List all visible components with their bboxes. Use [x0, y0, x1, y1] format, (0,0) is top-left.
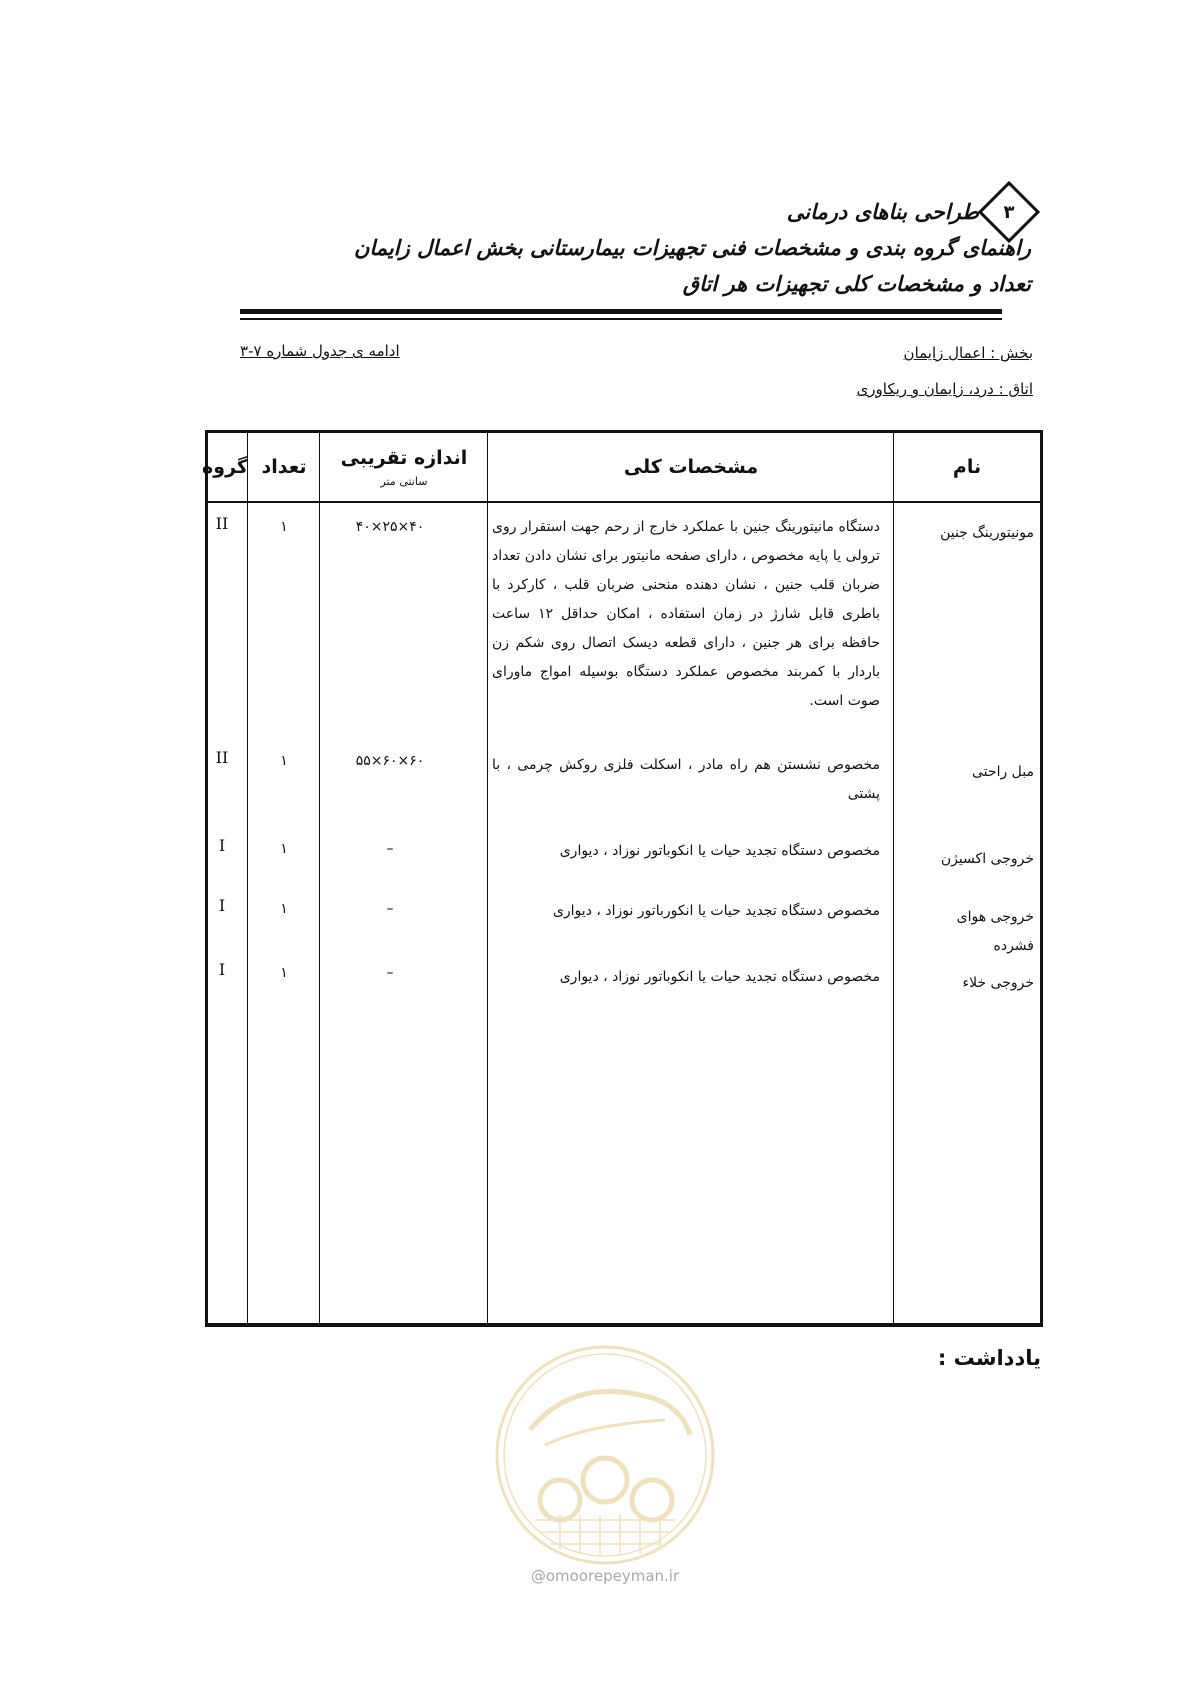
column-header-size: اندازه تقریبی سانتی متر [340, 446, 468, 488]
document-subtitle-2: تعداد و مشخصات کلی تجهیزات هر اتاق [682, 272, 1031, 296]
document-subtitle: راهنمای گروه بندی و مشخصات فنی تجهیزات بیمارستانی بخش اعمال زایمان [353, 236, 1031, 260]
table-row-group: I [218, 960, 226, 979]
table-row-size: ۶۰×۶۰×۵۵ [355, 753, 425, 769]
table-row-spec: مخصوص دستگاه تجدید حیات یا انکوباتور نوزاد ، دیواری [559, 843, 880, 859]
table-row-size: – [386, 841, 394, 857]
column-divider [247, 433, 249, 1323]
table-row-count: ۱ [280, 519, 288, 535]
column-header-count: تعداد [261, 456, 307, 478]
table-row-group: I [218, 836, 226, 855]
header-rule-thin [240, 318, 1002, 320]
column-divider [487, 433, 489, 1323]
table-row-spec: دستگاه مانیتورینگ جنین با عملکرد خارج از رحم جهت استقرار روی ترولی یا پایه مخصوص ، دارای صفحه مانیتور برای نشان دادن تعداد ضربان قلب جنین ، نشان دهنده منحنی ضربان قلب ، کارکرد با باطری قابل شارژ در زمان استفاده ، امکان حداقل ۱۲ ساعت حافظه برای هر جنین ، دارای قطعه دیسک اتصال روی شکم زن باردار با کمربند مخصوص عملکرد دستگاه بوسیله امواج ماورای صوت است. [492, 519, 880, 709]
table-row-count: ۱ [280, 965, 288, 981]
document-title-text: طراحی بناهای درمانی [786, 200, 979, 224]
table-row-size: – [386, 901, 394, 917]
table-row-count: ۱ [280, 841, 288, 857]
table-row-name: خروجی هوای فشرده [956, 909, 1034, 954]
column-divider [319, 433, 321, 1323]
table-row-spec: مخصوص دستگاه تجدید حیات یا انکورباتور نوزاد ، دیواری [552, 903, 880, 919]
document-title [787, 190, 1031, 234]
column-header-size-unit: سانتی متر [380, 474, 428, 488]
table-row-group: II [215, 514, 229, 533]
header-rule-thick [240, 309, 1002, 314]
table-row-size: – [386, 965, 394, 981]
table-row-count: ۱ [280, 901, 288, 917]
column-divider [893, 433, 895, 1323]
table-row-spec: مخصوص نشستن هم راه مادر ، اسکلت فلزی روکش چرمی ، با پشتی [492, 757, 880, 802]
table-row-count: ۱ [280, 753, 288, 769]
watermark-site-text: @omoorepeyman.ir [530, 1567, 680, 1585]
table-row-group: II [215, 748, 229, 767]
table-continuation-label: ادامه ی جدول شماره ۷-۳ [240, 342, 400, 360]
header-divider [208, 501, 1040, 503]
table-row-name: خروجی اکسیژن [940, 851, 1034, 867]
column-header-group: گروه [202, 456, 248, 478]
column-header-spec: مشخصات کلی [623, 456, 759, 478]
table-row-size: ۴۰×۲۵×۴۰ [355, 519, 425, 535]
chapter-badge: ۳ [978, 181, 1040, 243]
table-row-name: مونیتورینگ جنین [940, 525, 1034, 541]
equipment-table [202, 430, 1043, 1327]
column-header-name: نام [952, 456, 982, 478]
table-row-name: خروجی خلاء [962, 975, 1034, 991]
table-row-spec: مخصوص دستگاه تجدید حیات یا انکوباتور نوزاد ، دیواری [559, 969, 880, 985]
watermark-logo-icon [490, 1340, 720, 1570]
table-row-name: مبل راحتی [972, 764, 1034, 780]
section-label: بخش : اعمال زایمان [903, 344, 1033, 362]
table-row-group: I [218, 896, 226, 915]
room-label: اتاق : درد، زایمان و ریکاوری [856, 380, 1033, 398]
note-label: یادداشت : [937, 1346, 1041, 1370]
